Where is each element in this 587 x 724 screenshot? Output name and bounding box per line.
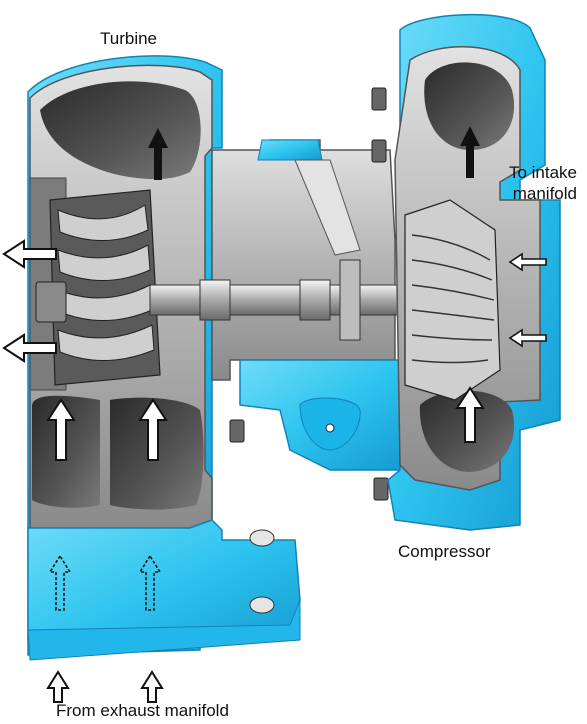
exhaust-inflow-arrow-icon	[48, 672, 162, 702]
exhaust-manifold-label: From exhaust manifold	[56, 701, 229, 720]
turbine-wheel	[36, 190, 160, 385]
compressor-wheel	[405, 200, 500, 400]
compressor-label: Compressor	[398, 542, 491, 561]
exhaust-inlet-flange	[28, 520, 300, 660]
intake-label-line1: To intake	[508, 163, 577, 182]
turbine-label: Turbine	[100, 29, 158, 48]
intake-manifold-label	[509, 162, 577, 204]
intake-label-line2: manifold	[512, 184, 577, 203]
